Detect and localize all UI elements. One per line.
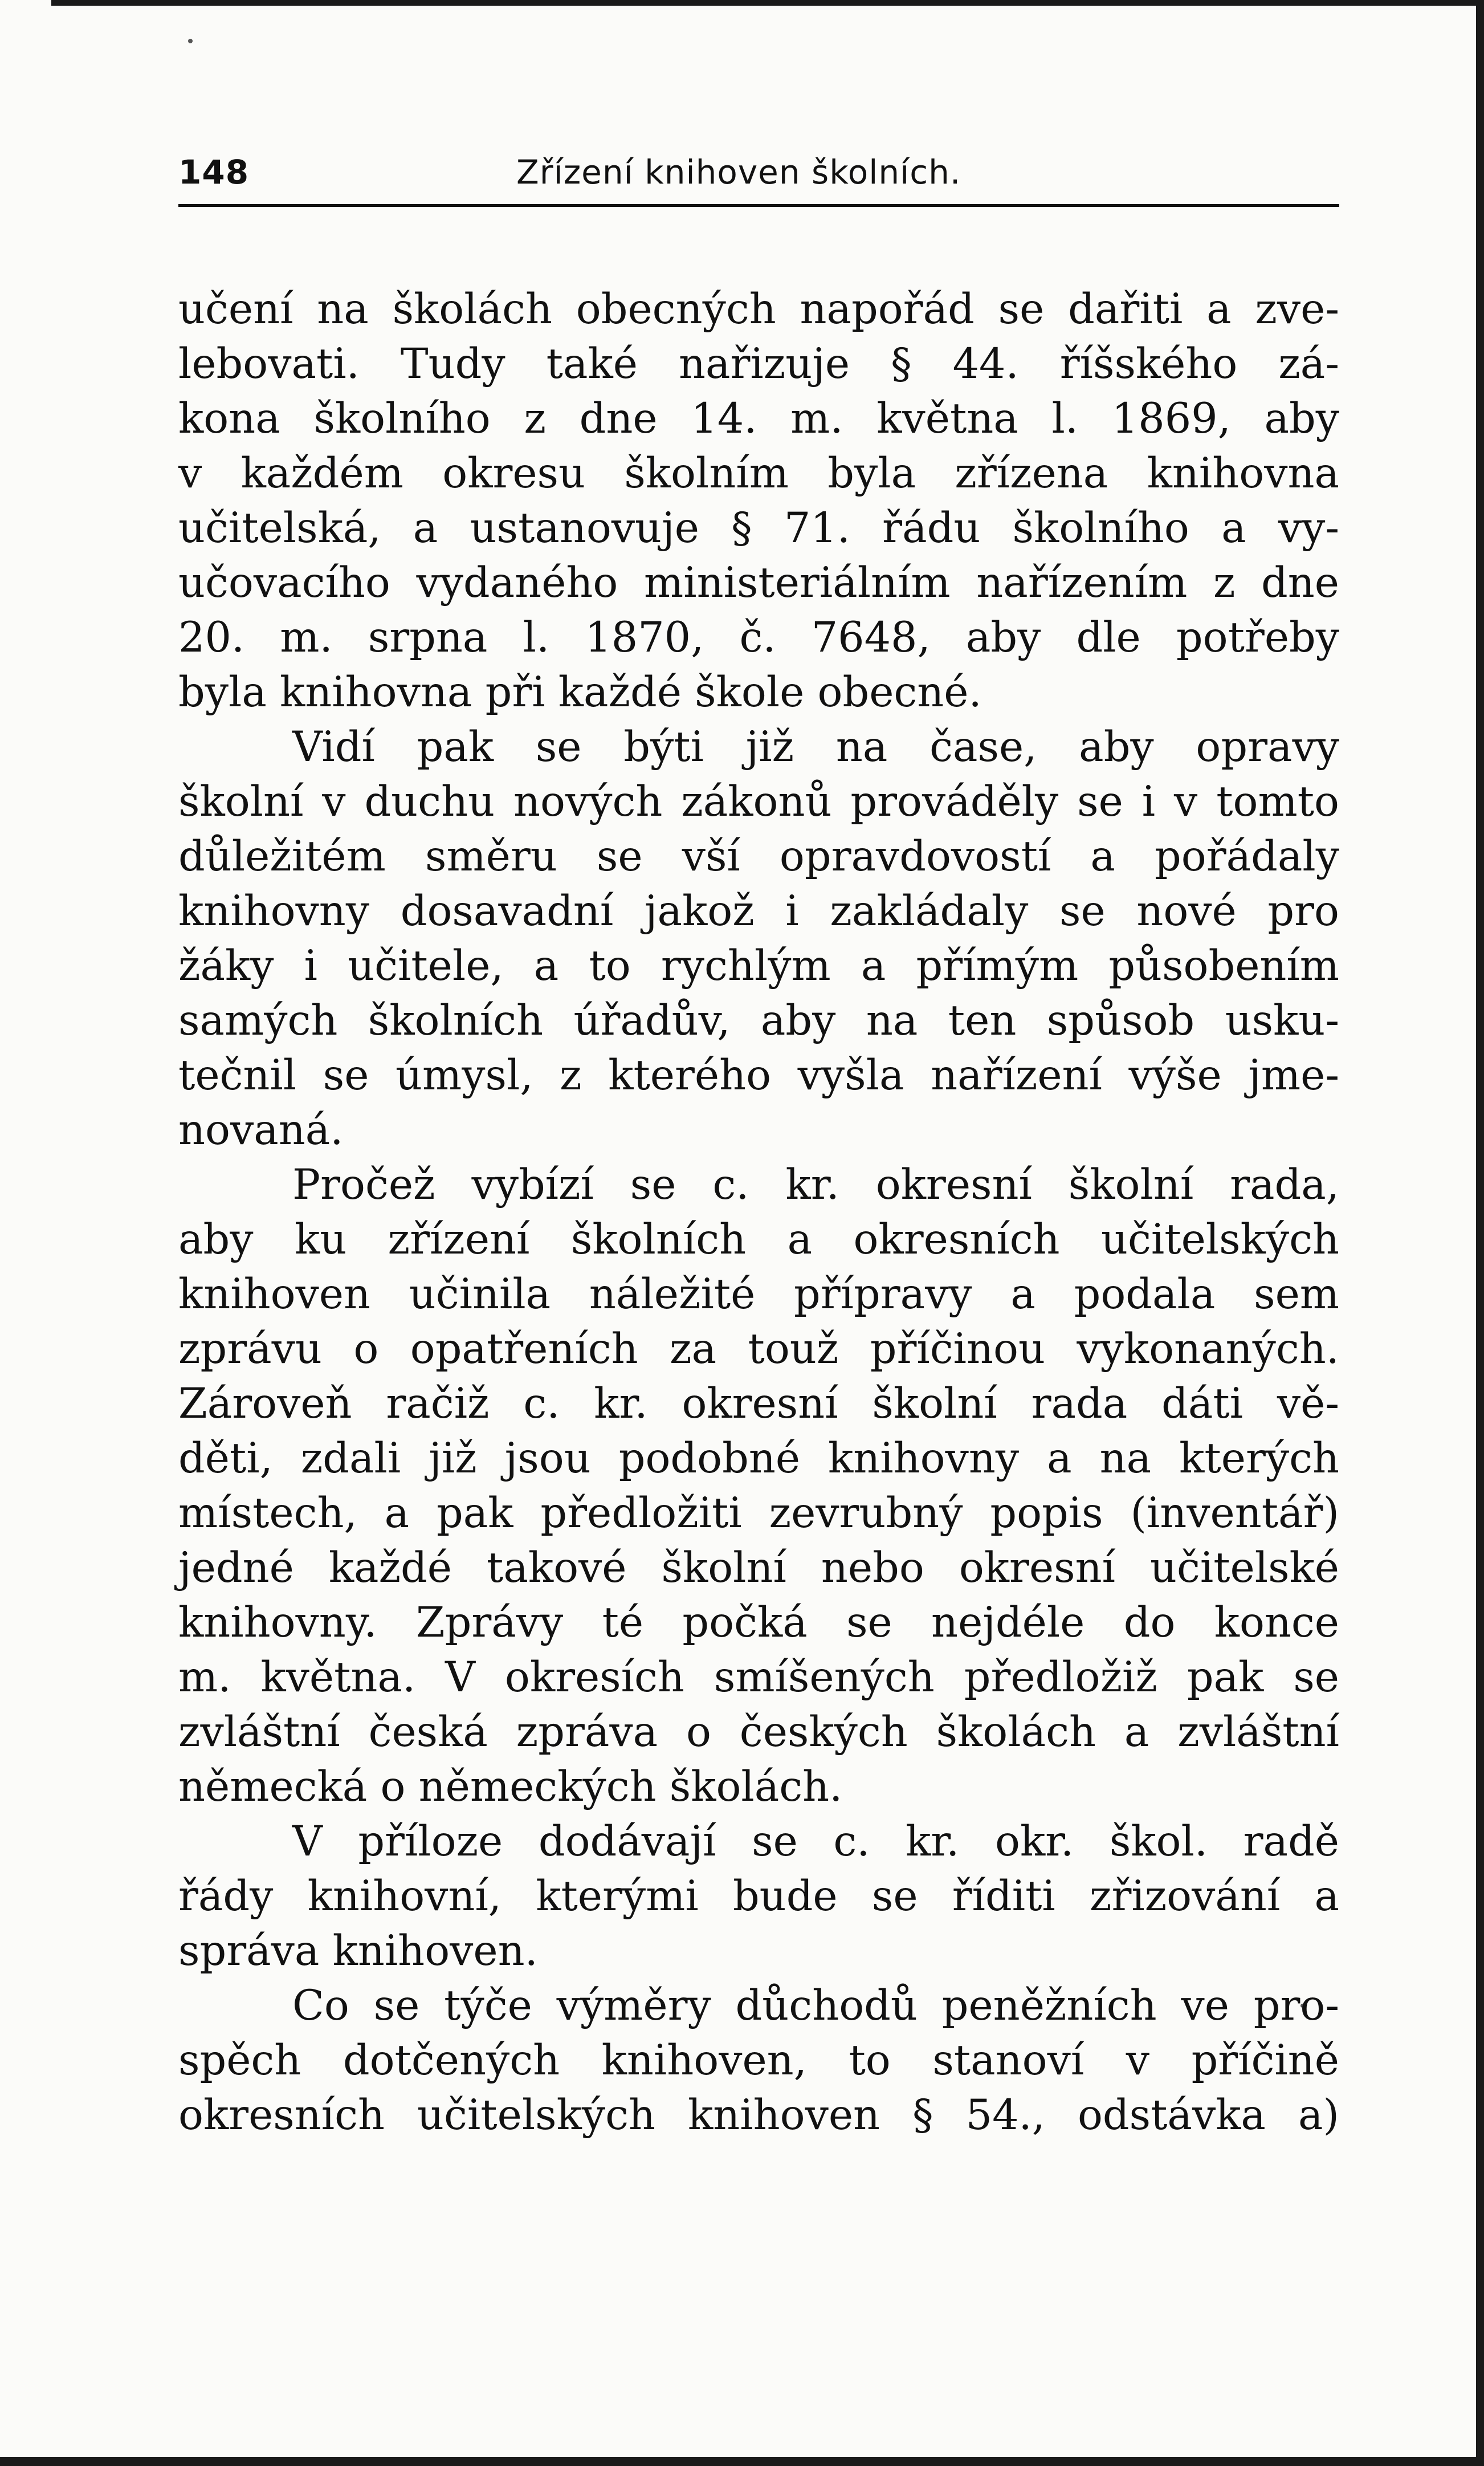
text-line: německá o německých školách. [178, 1763, 843, 1811]
text-line: spěch dotčených knihoven, to stanoví v příčině [178, 2036, 1339, 2085]
text-line: novaná. [178, 1106, 344, 1154]
text-line: samých školních úřadův, aby na ten spůsob usku- [178, 996, 1339, 1045]
text-line: V příloze dodávají se c. kr. okr. škol. radě [292, 1817, 1339, 1866]
scan-border-right [1476, 0, 1484, 2466]
text-line: knihovny. Zprávy té počká se nejdéle do konce [178, 1598, 1339, 1647]
scan-border-top [51, 0, 1484, 6]
text-line: místech, a pak předložiti zevrubný popis (inventář) [178, 1489, 1339, 1537]
page-number: 148 [178, 153, 250, 192]
text-line: m. května. V okresích smíšených předložiž pak se [178, 1653, 1339, 1702]
text-line: 20. m. srpna l. 1870, č. 7648, aby dle potřeby [178, 613, 1339, 662]
text-line: důležitém směru se vší opravdovostí a pořádaly [178, 832, 1339, 881]
text-line: jedné každé takové školní nebo okresní učitelské [178, 1544, 1339, 1592]
text-line: učovacího vydaného ministeriálním nařízením z dne [178, 559, 1339, 607]
body-text [178, 282, 1339, 2143]
text-line: školní v duchu nových zákonů prováděly se i v tomto [178, 778, 1339, 826]
text-line: správa knihoven. [178, 1927, 538, 1975]
text-line: byla knihovna při každé škole obecné. [178, 668, 982, 717]
text-line: okresních učitelských knihoven § 54., odstávka a) [178, 2091, 1339, 2139]
text-line: tečnil se úmysl, z kterého vyšla nařízení výše jme- [178, 1051, 1339, 1100]
text-line: Vidí pak se býti již na čase, aby opravy [292, 723, 1339, 771]
text-line: zvláštní česká zpráva o českých školách a zvláštní [178, 1708, 1339, 1756]
text-line: v každém okresu školním byla zřízena knihovna [178, 449, 1339, 498]
text-line: učitelská, a ustanovuje § 71. řádu školního a vy- [178, 504, 1339, 552]
running-head: Zřízení knihoven školních. [516, 153, 961, 192]
text-line: učení na školách obecných napořád se dařiti a zve- [178, 285, 1339, 333]
page-header [178, 147, 1320, 198]
text-line: knihovny dosavadní jakož i zakládaly se nové pro [178, 887, 1339, 935]
text-line: kona školního z dne 14. m. května l. 1869, aby [178, 394, 1339, 443]
text-line: Pročež vybízí se c. kr. okresní školní rada, [292, 1161, 1339, 1209]
text-line: žáky i učitele, a to rychlým a přímým působením [178, 942, 1339, 990]
scan-speck [188, 39, 193, 43]
scan-border-bottom [0, 2457, 1484, 2466]
text-line: knihoven učinila náležité přípravy a podala sem [178, 1270, 1339, 1319]
text-line: Co se týče výměry důchodů peněžních ve pro- [292, 1981, 1339, 2030]
text-line: děti, zdali již jsou podobné knihovny a na kterých [178, 1434, 1339, 1483]
text-line: aby ku zřízení školních a okresních učitelských [178, 1215, 1339, 1264]
text-line: Zároveň račiž c. kr. okresní školní rada dáti vě- [178, 1380, 1339, 1428]
header-rule [178, 204, 1339, 207]
text-line: zprávu o opatřeních za touž příčinou vykonaných. [178, 1325, 1339, 1373]
text-line: lebovati. Tudy také nařizuje § 44. říšského zá- [178, 340, 1339, 388]
text-line: řády knihovní, kterými bude se říditi zřizování a [178, 1872, 1339, 1920]
